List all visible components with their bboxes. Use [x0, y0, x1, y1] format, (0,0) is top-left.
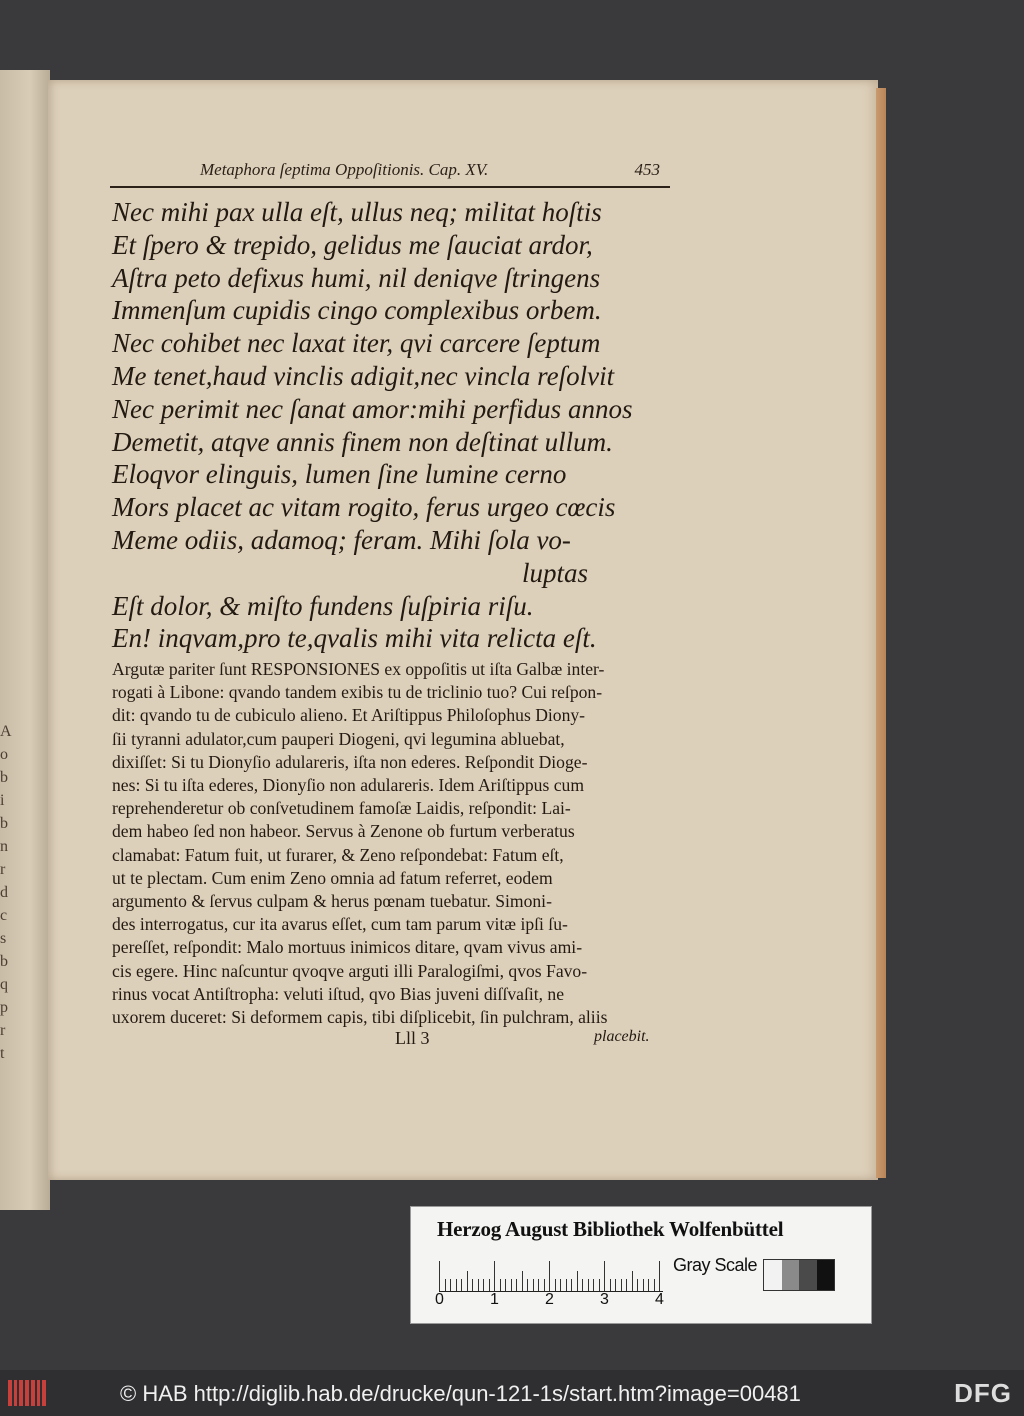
dfg-logo: DFG: [954, 1378, 1012, 1408]
ruler-tick: [582, 1279, 583, 1291]
page-number: 453: [634, 160, 660, 179]
prose-line: des interrogatus, cur ita avarus eſſet, cum tam parum vitæ ipſi ſu-: [112, 914, 568, 935]
ruler-tick: [511, 1279, 512, 1291]
facing-page-letter: b: [0, 815, 8, 832]
ruler-tick: [489, 1279, 490, 1291]
ruler-tick: [555, 1279, 556, 1291]
ruler-tick: [505, 1279, 506, 1291]
verse-line: Meme odiis, adamoq; feram. Mihi ſola vo-: [112, 524, 571, 555]
facing-page-letter: o: [0, 746, 8, 763]
facing-page-letter: r: [0, 1022, 6, 1039]
prose-line: dit: qvando tu de cubiculo alieno. Et Ariſtippus Philoſophus Diony-: [112, 705, 586, 726]
ruler-tick: [533, 1279, 534, 1291]
ruler-tick: [643, 1279, 644, 1291]
facing-page-letter: q: [0, 976, 8, 993]
ruler-tick: [610, 1279, 611, 1291]
ruler-label: 1: [490, 1291, 499, 1308]
catchword: placebit.: [594, 1028, 650, 1045]
page-fore-edge: [876, 88, 886, 1178]
verse-line: Nec mihi pax ulla eſt, ullus neq; militat hoſtis: [112, 197, 602, 227]
facing-page-letter: c: [0, 907, 8, 924]
verse-line: Eloqvor elinguis, lumen ſine lumine cerno: [112, 459, 567, 490]
prose-line: dixiſſet: Si tu Dionyſio adulareris, iſta non ederes. Reſpondit Dioge-: [112, 751, 588, 772]
ruler-tick: [659, 1261, 660, 1291]
gray-swatch: [799, 1260, 817, 1290]
ruler-tick: [461, 1279, 462, 1291]
prose-line: clamabat: Fatum fuit, ut furarer, & Zeno reſpondebat: Fatum eſt,: [112, 844, 564, 865]
facing-page-letters: [0, 720, 14, 1100]
ruler-tick: [648, 1279, 649, 1291]
verse-line: Immenſum cupidis cingo complexibus orbem.: [112, 295, 602, 326]
footer-bar: [0, 1370, 1024, 1416]
verse-line: Eſt dolor, & miſto fundens ſuſpiria riſu.: [112, 590, 534, 621]
library-name: Herzog August Bibliothek Wolfenbüttel: [437, 1217, 784, 1241]
ruler-tick: [632, 1271, 633, 1291]
ruler-tick: [621, 1279, 622, 1291]
ruler-label: 3: [600, 1291, 609, 1308]
verse-line: Nec perimit nec ſanat amor:mihi perfidus annos: [112, 393, 633, 424]
ruler-tick: [588, 1279, 589, 1291]
facing-page-letter: r: [0, 861, 6, 878]
prose-line: uxorem duceret: Si deformem capis, tibi diſplicebit, ſin pulchram, aliis: [112, 1007, 608, 1028]
ruler-tick: [599, 1279, 600, 1291]
copyright-url[interactable]: © HAB http://diglib.hab.de/drucke/qun-121-1s/start.htm?image=00481: [120, 1381, 801, 1406]
ruler-tick: [478, 1279, 479, 1291]
cm-ruler: [439, 1259, 663, 1292]
ruler-tick: [467, 1271, 468, 1291]
ruler-tick: [445, 1279, 446, 1291]
prose-line: rogati à Libone: qvando tandem exibis tu de triclinio tuo? Cui reſpon-: [112, 682, 603, 703]
prose-block: [112, 658, 668, 1029]
facing-page-letter: t: [0, 1045, 5, 1062]
ruler-tick: [549, 1261, 550, 1291]
verse-block: [112, 196, 672, 655]
prose-line: Argutæ pariter ſunt RESPONSIONES ex oppoſitis ut iſta Galbæ inter-: [112, 659, 605, 679]
ruler-tick: [626, 1279, 627, 1291]
ruler-tick: [522, 1271, 523, 1291]
verse-line: Nec cohibet nec laxat iter, qvi carcere ſeptum: [112, 328, 601, 359]
ruler-tick: [456, 1279, 457, 1291]
signature-mark: Lll 3: [395, 1028, 430, 1048]
prose-line: ut te plectam. Cum enim Zeno omnia ad fatum referret, eodem: [112, 867, 553, 888]
ruler-tick: [637, 1279, 638, 1291]
facing-page-letter: p: [0, 999, 8, 1016]
verse-line: Aſtra peto defixus humi, nil deniqve ſtringens: [112, 262, 601, 293]
ruler-tick: [604, 1261, 605, 1291]
facing-page-letter: i: [0, 792, 5, 809]
gray-swatch: [764, 1260, 782, 1290]
library-color-card: [410, 1206, 872, 1324]
facing-page-edge: [0, 70, 50, 1210]
ruler-tick: [560, 1279, 561, 1291]
ruler-tick: [450, 1279, 451, 1291]
ruler-tick: [483, 1279, 484, 1291]
ruler-tick: [544, 1279, 545, 1291]
gray-swatch: [782, 1260, 800, 1290]
ruler-tick: [593, 1279, 594, 1291]
facing-page-letter: s: [0, 930, 7, 947]
verse-line: Me tenet,haud vinclis adigit,nec vincla reſolvit: [112, 360, 615, 391]
prose-line: dem habeo ſed non habeor. Servus à Zenone ob furtum verberatus: [112, 821, 575, 842]
facing-page-letter: A: [0, 723, 12, 740]
prose-line: nes: Si tu iſta ederes, Dionyſio non adulareris. Idem Ariſtippus cum: [112, 775, 585, 796]
running-head-title: Metaphora ſeptima Oppoſitionis. Cap. XV.: [200, 160, 489, 179]
ruler-tick: [566, 1279, 567, 1291]
facing-page-letter: b: [0, 769, 8, 786]
ruler-label: 4: [655, 1291, 664, 1308]
prose-line: argumento & ſervus culpam & herus pœnam tuebatur. Simoni-: [112, 891, 552, 912]
verse-line: En! inqvam,pro te,qvalis mihi vita relicta eſt.: [112, 623, 597, 654]
ruler-tick: [516, 1279, 517, 1291]
head-rule: [110, 186, 670, 188]
prose-line: cis egere. Hinc naſcuntur qvoqve arguti illi Paralogiſmi, qvos Favo-: [112, 960, 588, 981]
gray-swatch: [817, 1260, 835, 1290]
verse-line: Demetit, atqve annis finem non deſtinat ullum.: [112, 426, 613, 457]
ruler-label: 2: [545, 1291, 554, 1308]
ruler-tick: [615, 1279, 616, 1291]
ruler-tick: [500, 1279, 501, 1291]
ruler-tick: [439, 1261, 440, 1291]
facing-page-letter: n: [0, 838, 8, 855]
ruler-tick: [472, 1279, 473, 1291]
hab-logo-icon: [8, 1380, 46, 1406]
verse-line: Et ſpero & trepido, gelidus me ſauciat ardor,: [112, 229, 593, 260]
prose-line: ſii tyranni adulator,cum pauperi Diogeni, qvi legumina abluebat,: [112, 728, 565, 749]
ruler-tick: [654, 1279, 655, 1291]
gray-scale-label: Gray Scale: [673, 1255, 758, 1275]
verse-line: Mors placet ac vitam rogito, ferus urgeo cœcis: [112, 492, 616, 523]
gray-scale-swatches: [763, 1259, 835, 1291]
facing-page-letter: b: [0, 953, 8, 970]
ruler-label: 0: [435, 1291, 444, 1308]
prose-line: pereſſet, reſpondit: Malo mortuus inimicos ditare, qvam vivus ami-: [112, 937, 583, 958]
facing-page-letter: d: [0, 884, 8, 901]
ruler-tick: [538, 1279, 539, 1291]
verse-line: luptas: [522, 557, 589, 588]
ruler-tick: [527, 1279, 528, 1291]
ruler-tick: [494, 1261, 495, 1291]
prose-line: reprehenderetur ob conſvetudinem famoſæ Laidis, reſpondit: Lai-: [112, 798, 571, 819]
ruler-tick: [571, 1279, 572, 1291]
prose-line: rinus vocat Antiſtropha: veluti iſtud, qvo Bias juveni diſſvaſit, ne: [112, 983, 565, 1004]
ruler-tick: [577, 1271, 578, 1291]
